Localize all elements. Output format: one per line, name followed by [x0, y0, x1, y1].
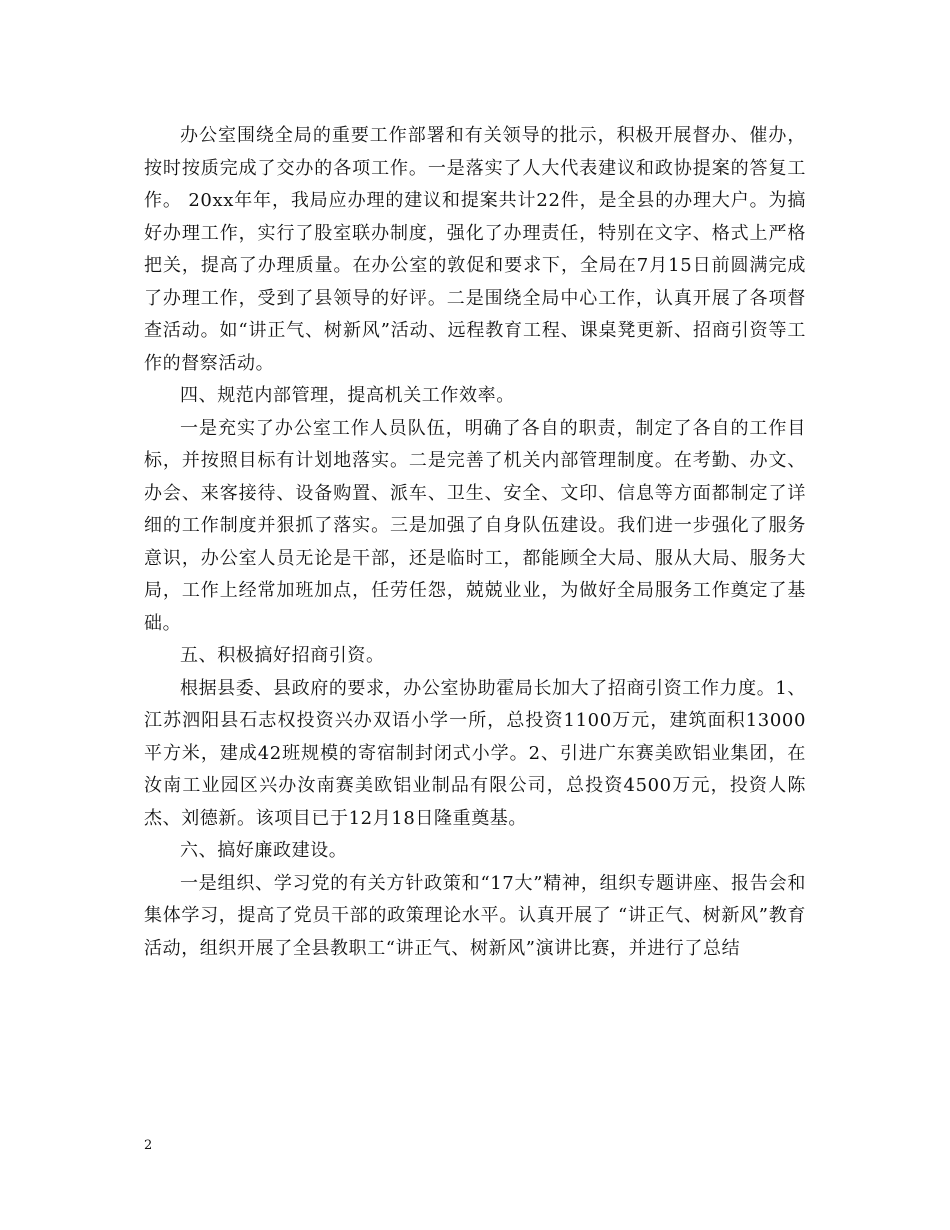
heading-integrity: 六、搞好廉政建设。 — [180, 840, 348, 861]
paragraph-integrity: 一是组织、学习党的有关方针政策和“17大”精神，组织专题讲座、报告会和集体学习，提高了党员干部的政策理论水平。认真开展了 “讲正气、树新风”教育活动，组织开展了全县教职工“讲正气、树新风”演讲比赛，并进行了总结 — [144, 872, 806, 959]
page-number: 2 — [144, 1138, 153, 1153]
paragraph-supervision: 办公室围绕全局的重要工作部署和有关领导的批示，积极开展督办、催办，按时按质完成了交办的各项工作。一是落实了人大代表建议和政协提案的答复工作。 20xx年年，我局应办理的建议和提案共计22件，是全县的办理大户。为搞好办理工作，实行了股室联办制度，强化了办理责任，特别在文字、格式上严格把关，提高了办理质量。在办公室的敦促和要求下，全局在7月15日前圆满完成了办理工作，受到了县领导的好评。二是围绕全局中心工作，认真开展了各项督查活动。如“讲正气、树新风”活动、远程教育工程、课桌凳更新、招商引资等工作的督察活动。 — [144, 125, 806, 374]
paragraph-internal-management: 一是充实了办公室工作人员队伍，明确了各自的职责，制定了各自的工作目标，并按照目标有计划地落实。二是完善了机关内部管理制度。在考勤、办文、办会、来客接待、设备购置、派车、卫生、安全、文印、信息等方面都制定了详细的工作制度并狠抓了落实。三是加强了自身队伍建设。我们进一步强化了服务意识，办公室人员无论是干部，还是临时工，都能顾全大局、服从大局、服务大局，工作上经常加班加点，任劳任怨，兢兢业业，为做好全局服务工作奠定了基础。 — [144, 417, 806, 634]
document-body — [144, 120, 806, 965]
paragraph-investment: 根据县委、县政府的要求，办公室协助霍局长加大了招商引资工作力度。1、江苏泗阳县石志权投资兴办双语小学一所，总投资1100万元，建筑面积13000平方米，建成42班规模的寄宿制封闭式小学。2、引进广东赛美欧铝业集团，在汝南工业园区兴办汝南赛美欧铝业制品有限公司，总投资4500万元，投资人陈杰、刘德新。该项目已于12月18日隆重奠基。 — [144, 677, 806, 829]
heading-investment: 五、积极搞好招商引资。 — [180, 645, 385, 666]
heading-internal-management: 四、规范内部管理，提高机关工作效率。 — [180, 385, 515, 406]
